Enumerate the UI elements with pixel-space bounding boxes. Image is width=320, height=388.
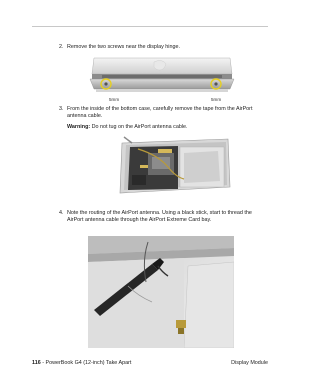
step-number: 4. [59, 210, 64, 216]
step-number: 3. [59, 106, 64, 112]
step-text: Remove the two screws near the display hinge. [67, 44, 180, 50]
document-title: PowerBook G4 (12-inch) Take Apart [45, 360, 132, 366]
step-4 [59, 210, 267, 224]
footer-left [32, 360, 131, 366]
warning-note [67, 124, 267, 131]
step-3 [59, 106, 267, 120]
warning-label: Warning: [67, 124, 91, 130]
step-text: Note the routing of the AirPort antenna. Using a black stick, start to thread the AirPort antenna cable through the AirPort Extreme Card bay. [67, 210, 252, 223]
screw-label-left: 5mm [109, 97, 120, 102]
step-2 [59, 44, 267, 51]
page-number: 116 [32, 360, 41, 366]
antenna-routing-photo [88, 236, 234, 348]
section-name: Display Module [231, 360, 268, 366]
step-text: From the inside of the bottom case, carefully remove the tape from the AirPort antenna cable. [67, 106, 253, 119]
header-rule [32, 26, 268, 27]
step-number: 2. [59, 44, 64, 50]
warning-text: Do not tug on the AirPort antenna cable. [91, 124, 188, 130]
screw-label-right: 5mm [211, 97, 222, 102]
hinge-screws-photo [88, 54, 236, 100]
footer-separator: - [40, 360, 46, 366]
bottom-case-photo [118, 135, 232, 195]
